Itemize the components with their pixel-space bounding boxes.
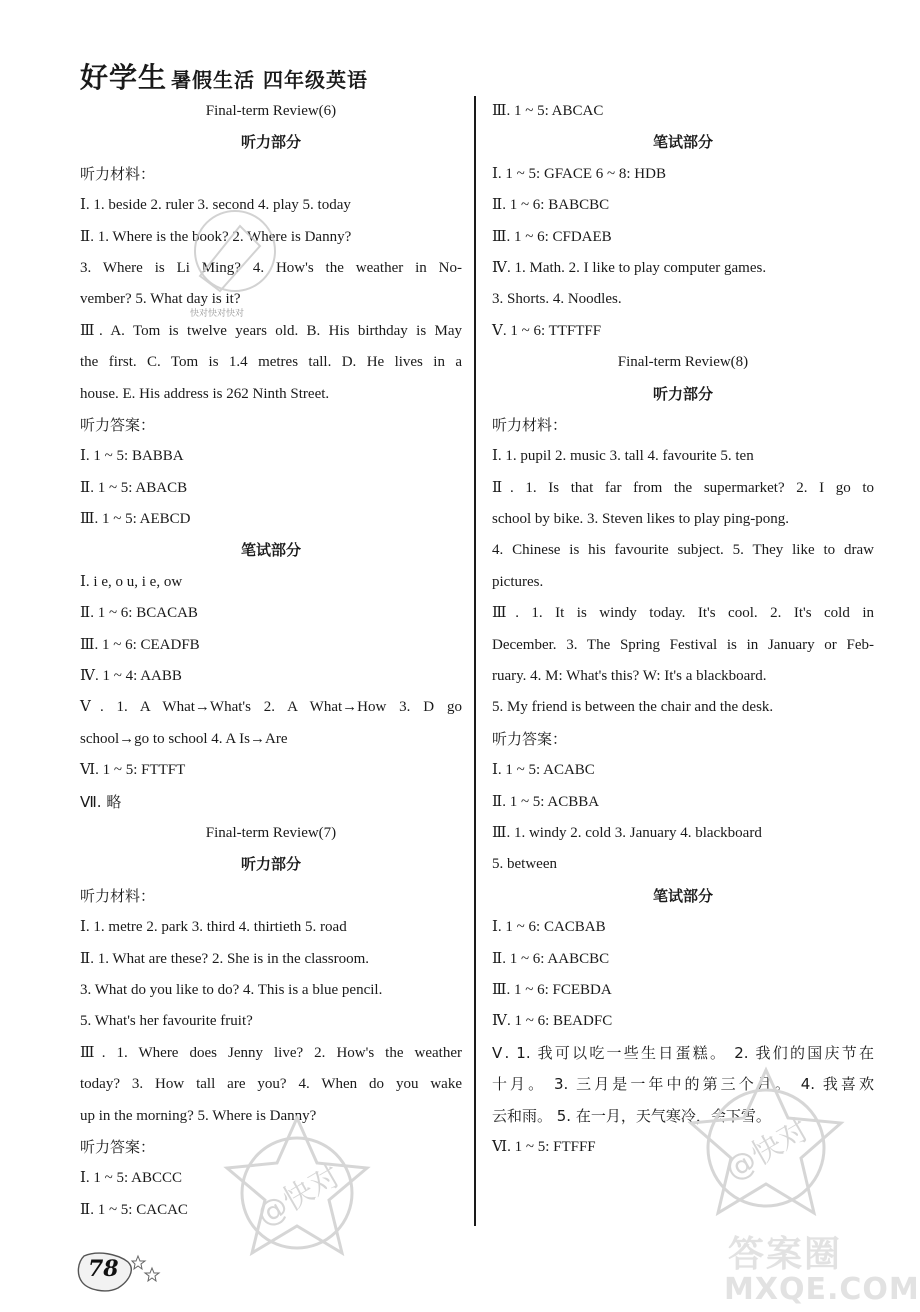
right-line: Ⅳ. 1. Math. 2. I like to play computer games.	[492, 259, 767, 276]
left-line: 3. Where is Li Ming? 4. How's the weather in No-	[80, 259, 462, 276]
left-line: the first. C. Tom is 1.4 metres tall. D. He lives in a	[80, 354, 462, 371]
right-line: 4. Chinese is his favourite subject. 5. They like to draw	[492, 542, 874, 559]
left-line: Ⅲ. A. Tom is twelve years old. B. His birthday is May	[80, 322, 462, 339]
right-line: Ⅰ. 1 ~ 5: ACABC	[492, 762, 595, 779]
right-line: Ⅱ. 1 ~ 6: BABCBC	[492, 197, 610, 214]
right-line: December. 3. The Spring Festival is in January or Feb-	[492, 636, 874, 653]
left-line: Ⅳ. 1 ~ 4: AABB	[80, 668, 182, 685]
left-line: Ⅴ. 1. A What→What's 2. A What→How 3. D go	[80, 699, 462, 716]
page-number-badge	[78, 1252, 138, 1292]
right-line: Ⅴ. 1. 我可以吃一些生日蛋糕。 2. 我们的国庆节在	[492, 1043, 874, 1062]
svg-text:@快对: @快对	[719, 1112, 815, 1188]
right-line: school by bike. 3. Steven likes to play ping-pong.	[492, 511, 790, 528]
column-divider	[474, 96, 476, 1226]
right-line: 听力答案：	[492, 729, 568, 748]
right-line: pictures.	[492, 573, 544, 590]
book-subtitle: 暑假生活 四年级英语	[171, 68, 368, 92]
left-line: Ⅱ. 1 ~ 5: CACAC	[80, 1201, 188, 1218]
right-line: 十月。 3. 三月是一年中的第三个月。 4. 我喜欢	[492, 1075, 874, 1094]
review-title: Final-term Review(6)	[205, 103, 337, 119]
left-line: 5. What's her favourite fruit?	[80, 1013, 253, 1030]
review-title: Final-term Review(8)	[617, 354, 749, 371]
svg-text:@快对: @快对	[251, 1158, 347, 1234]
right-line: Ⅲ. 1. windy 2. cold 3. January 4. blackboard	[492, 824, 762, 841]
left-line: vember? 5. What day is it?	[80, 291, 241, 308]
brand-title: 好学生	[80, 61, 168, 94]
right-line: Ⅱ. 1 ~ 5: ACBBA	[492, 793, 600, 810]
right-line: Ⅲ. 1 ~ 5: ABCAC	[492, 103, 604, 119]
left-line: 听力答案：	[80, 1137, 156, 1156]
left-line: house. E. His address is 262 Ninth Street.	[80, 385, 330, 402]
right-line: Ⅲ. 1 ~ 6: CFDAEB	[492, 228, 612, 245]
right-column	[492, 96, 874, 1163]
left-line: Ⅰ. 1 ~ 5: BABBA	[80, 448, 184, 465]
left-line: Ⅰ. 1 ~ 5: ABCCC	[80, 1170, 182, 1187]
review-title: Final-term Review(7)	[205, 824, 337, 841]
left-line: Ⅱ. 1 ~ 6: BCACAB	[80, 605, 198, 622]
left-line: today? 3. How tall are you? 4. When do you wake	[80, 1076, 462, 1093]
left-line: Ⅱ. 1. What are these? 2. She is in the classroom.	[80, 950, 370, 967]
left-line: Ⅱ. 1. Where is the book? 2. Where is Danny?	[80, 228, 352, 245]
left-line: Ⅲ. 1. Where does Jenny live? 2. How's the weather	[80, 1044, 462, 1061]
left-line: Ⅰ. 1. metre 2. park 3. third 4. thirtieth 5. road	[80, 919, 347, 936]
section-heading: 笔试部分	[652, 133, 713, 152]
right-line: Ⅵ. 1 ~ 5: FTFFF	[492, 1138, 596, 1155]
left-line: up in the morning? 5. Where is Danny?	[80, 1107, 317, 1124]
section-heading: 听力部分	[652, 384, 713, 403]
right-line: Ⅱ. 1. Is that far from the supermarket? 2. I go to	[492, 479, 874, 496]
right-line: 3. Shorts. 4. Noodles.	[492, 291, 622, 308]
left-line: 听力答案：	[80, 415, 156, 434]
left-line: 3. What do you like to do? 4. This is a blue pencil.	[80, 981, 383, 998]
right-line: Ⅱ. 1 ~ 6: AABCBC	[492, 950, 610, 967]
page-number: 78	[88, 1256, 119, 1282]
watermark-stamp-top-text: 快对快对快对	[190, 309, 245, 319]
right-line: 5. My friend is between the chair and the desk.	[492, 699, 774, 716]
left-column	[80, 96, 462, 1226]
right-line: Ⅰ. 1 ~ 6: CACBAB	[492, 919, 606, 936]
section-heading: 听力部分	[240, 133, 301, 152]
left-line: school→go to school 4. A Is→Are	[80, 730, 288, 747]
right-line: 云和雨。 5. 在一月，天气寒冷，会下雪。	[492, 1106, 771, 1125]
left-line: Ⅰ. i e, o u, i e, ow	[80, 573, 183, 590]
watermark-logo-url: MXQE.COM	[724, 1272, 920, 1307]
right-line: Ⅲ. 1 ~ 6: FCEBDA	[492, 981, 612, 998]
right-line: Ⅴ. 1 ~ 6: TTFTFF	[492, 322, 602, 339]
left-line: 听力材料：	[80, 164, 156, 183]
left-line: Ⅵ. 1 ~ 5: FTTFT	[80, 762, 186, 779]
section-heading: 笔试部分	[652, 886, 713, 905]
left-line: Ⅲ. 1 ~ 6: CEADFB	[80, 636, 200, 653]
right-line: 听力材料：	[492, 415, 568, 434]
section-heading: 听力部分	[240, 855, 301, 874]
left-line: Ⅶ. 略	[80, 792, 122, 811]
right-line: Ⅰ. 1 ~ 5: GFACE 6 ~ 8: HDB	[492, 165, 666, 182]
left-line: Ⅲ. 1 ~ 5: AEBCD	[80, 511, 191, 528]
watermark-logo-answer: 答案圈	[728, 1234, 843, 1275]
left-line: Ⅱ. 1 ~ 5: ABACB	[80, 479, 188, 496]
section-heading: 笔试部分	[240, 541, 301, 560]
left-line: 听力材料：	[80, 886, 156, 905]
right-line: 5. between	[492, 856, 557, 873]
decorative-stars-icon	[132, 1254, 162, 1284]
page-header	[80, 56, 368, 96]
right-line: Ⅳ. 1 ~ 6: BEADFC	[492, 1013, 613, 1030]
right-line: ruary. 4. M: What's this? W: It's a blackboard.	[492, 668, 767, 685]
right-line: Ⅰ. 1. pupil 2. music 3. tall 4. favourite 5. ten	[492, 448, 754, 465]
right-line: Ⅲ. 1. It is windy today. It's cool. 2. It's cold in	[492, 605, 874, 622]
left-line: Ⅰ. 1. beside 2. ruler 3. second 4. play 5. today	[80, 197, 351, 214]
